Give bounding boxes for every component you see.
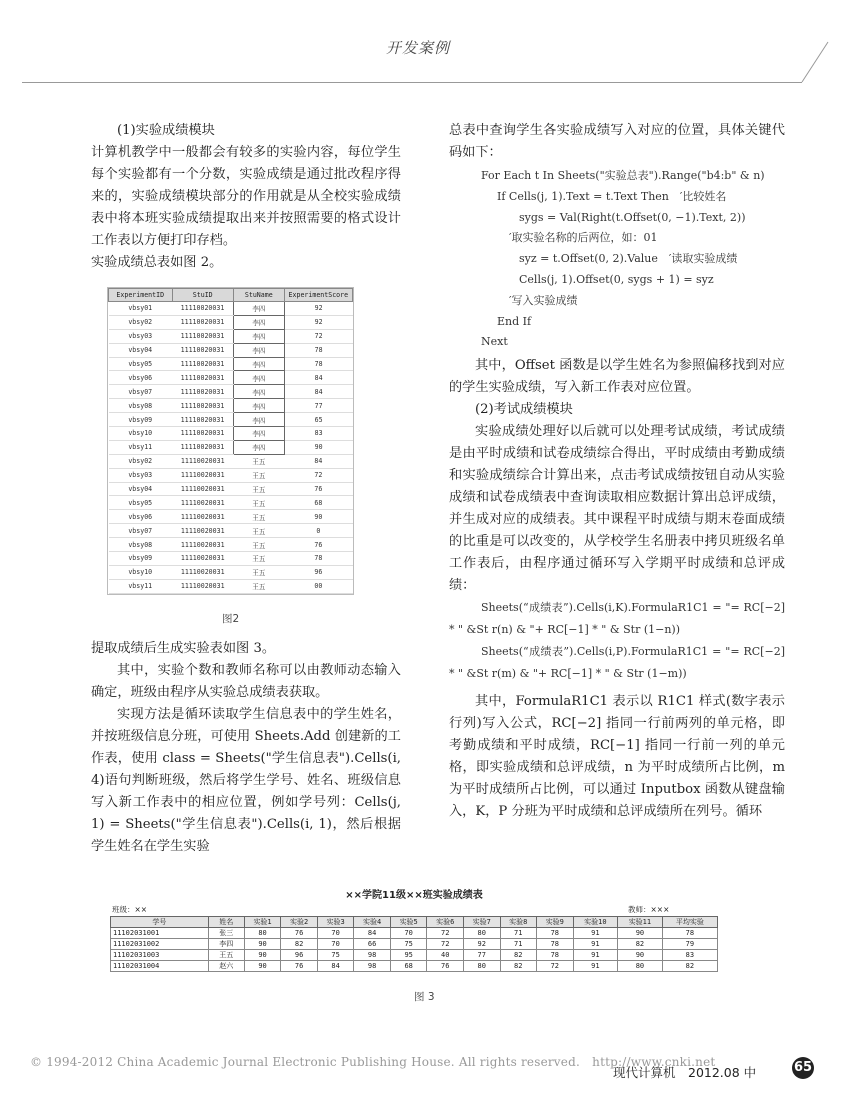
table-cell: 11110020031 — [172, 565, 233, 579]
paragraph: 计算机教学中一般都会有较多的实验内容，每位学生每个实验都有一个分数，实验成绩是通过批改程序得来的，实验成绩模块部分的作用就是从全校实验成绩表中将本班实验成绩提取出来并按照需要的格式设计工作表以方便打印存档。 — [91, 145, 401, 248]
left-column-top — [91, 120, 401, 274]
table-cell: 11110020031 — [172, 524, 233, 538]
table-row — [111, 928, 718, 939]
table-cell: 92 — [284, 302, 352, 316]
table-cell: vbsy09 — [109, 413, 173, 427]
table-cell: 77 — [284, 399, 352, 413]
table-cell: 96 — [284, 565, 352, 579]
magazine-issue: 现代计算机 2012.08 中 — [613, 1065, 757, 1080]
table-cell: 40 — [427, 950, 464, 961]
table-row — [109, 510, 353, 524]
code-line: Next — [481, 335, 508, 349]
table-cell: 83 — [662, 950, 717, 961]
paragraph: 实验成绩总表如图 2。 — [91, 255, 223, 270]
table-cell: 76 — [427, 961, 464, 972]
table-cell: 王五 — [233, 579, 284, 593]
table-row — [109, 454, 353, 468]
table-cell: 91 — [573, 939, 618, 950]
table-cell: 11110020031 — [172, 468, 233, 482]
table-cell: 72 — [537, 961, 574, 972]
paragraph: 其中，Offset 函数是以学生姓名为参照偏移找到对应的学生实验成绩，写入新工作表对应位置。 — [449, 358, 785, 396]
table-cell: 90 — [284, 440, 352, 454]
table-cell: 王五 — [233, 454, 284, 468]
table-cell: 76 — [281, 961, 318, 972]
table-cell: 78 — [284, 343, 352, 357]
column-header: 实验8 — [500, 917, 537, 928]
code-line: Cells(j, 1).Offset(0, sygs + 1) = syz — [519, 272, 714, 286]
table-row — [109, 371, 353, 385]
table-cell: 90 — [618, 928, 663, 939]
table-cell: vbsy03 — [109, 468, 173, 482]
table-cell: 李四 — [233, 315, 284, 329]
table-cell: vbsy10 — [109, 427, 173, 441]
figure-3-table — [110, 888, 718, 972]
table-cell: 11110020031 — [172, 427, 233, 441]
table-cell: 82 — [618, 939, 663, 950]
table-cell: 72 — [284, 329, 352, 343]
table-cell: 11110020031 — [172, 454, 233, 468]
column-header: 实验9 — [537, 917, 574, 928]
table-cell: 76 — [281, 928, 318, 939]
table-cell: 90 — [284, 510, 352, 524]
table-cell: 75 — [390, 939, 427, 950]
column-header: 实验6 — [427, 917, 464, 928]
table-cell: 82 — [500, 950, 537, 961]
column-header: StuName — [233, 289, 284, 302]
table-cell: 72 — [284, 468, 352, 482]
table-row — [109, 552, 353, 566]
table-row — [109, 482, 353, 496]
paragraph: 其中，实验个数和教师名称可以由教师动态输入确定，班级由程序从实验总成绩表获取。 — [91, 663, 401, 700]
table-cell: vbsy07 — [109, 524, 173, 538]
table-cell: 11110020031 — [172, 302, 233, 316]
table-cell: 76 — [284, 538, 352, 552]
table-cell: 82 — [662, 961, 717, 972]
table-cell: 80 — [463, 961, 500, 972]
table-cell: 王五 — [233, 552, 284, 566]
table-cell: 11110020031 — [172, 371, 233, 385]
code-line: End If — [497, 314, 532, 328]
table-cell: vbsy08 — [109, 399, 173, 413]
table-row — [109, 357, 353, 371]
table-cell: 75 — [317, 950, 354, 961]
table-cell: 李四 — [233, 399, 284, 413]
table-cell: 70 — [317, 928, 354, 939]
table-row — [109, 468, 353, 482]
table-cell: vbsy08 — [109, 538, 173, 552]
table-cell: 71 — [500, 928, 537, 939]
table-cell: 11110020031 — [172, 482, 233, 496]
table-row — [109, 440, 353, 454]
table-row — [109, 538, 353, 552]
table-cell: 11110020031 — [172, 496, 233, 510]
column-header: 实验1 — [244, 917, 281, 928]
column-header: ExperimentID — [109, 289, 173, 302]
table-cell: 70 — [317, 939, 354, 950]
table-cell: 84 — [284, 371, 352, 385]
column-header: StuID — [172, 289, 233, 302]
table-cell: 77 — [463, 950, 500, 961]
table-cell: vbsy01 — [109, 302, 173, 316]
table-cell: vbsy02 — [109, 454, 173, 468]
table-row — [109, 399, 353, 413]
table-cell: 98 — [354, 961, 391, 972]
table-cell: vbsy03 — [109, 329, 173, 343]
table-cell: vbsy05 — [109, 496, 173, 510]
table-cell: 91 — [573, 950, 618, 961]
table-header-row — [109, 289, 353, 302]
column-header: 实验11 — [618, 917, 663, 928]
column-header: 实验10 — [573, 917, 618, 928]
table-cell: 11110020031 — [172, 579, 233, 593]
table-cell: 68 — [284, 496, 352, 510]
table-cell: vbsy02 — [109, 315, 173, 329]
code-line: syz = t.Offset(0, 2).Value ′读取实验成绩 — [519, 252, 738, 266]
table-cell: 72 — [427, 928, 464, 939]
table-row — [109, 329, 353, 343]
column-header: 学号 — [111, 917, 209, 928]
table-cell: 11110020031 — [172, 510, 233, 524]
table-row — [109, 427, 353, 441]
table-cell: 王五 — [233, 524, 284, 538]
code-block-1 — [449, 166, 785, 353]
table-cell: 11110020031 — [172, 413, 233, 427]
table-cell: vbsy04 — [109, 482, 173, 496]
heading-experiment-module: (1)实验成绩模块 — [117, 123, 215, 138]
table-cell: vbsy05 — [109, 357, 173, 371]
table-cell: 92 — [463, 939, 500, 950]
table-cell: 00 — [284, 579, 352, 593]
table-cell: 11110020031 — [172, 399, 233, 413]
paragraph: 其中，FormulaR1C1 表示以 R1C1 样式(数字表示行列)写入公式，RC[−2] 指同一行前两列的单元格，即考勤成绩和平时成绩，RC[−1] 指同一行前一列的单元格，即实验成绩和总评成绩，n 为平时成绩所占比例，m 为平时成绩所占比例，可以通过 Inputbox 函数从键盘输入，K，P 分班为平时成绩和总评成绩所在列号。循环 — [449, 694, 785, 820]
table-cell: 65 — [284, 413, 352, 427]
copyright-notice: © 1994-2012 China Academic Journal Electronic Publishing House. All rights reserved. http://www.cnki.net — [30, 1055, 716, 1069]
code-line: For Each t In Sheets("实验总表").Range("b4:b" & n) — [481, 169, 765, 182]
table-cell: 80 — [463, 928, 500, 939]
table-cell: vbsy07 — [109, 385, 173, 399]
column-header: 实验2 — [281, 917, 318, 928]
page-header — [0, 0, 848, 90]
table-cell: 王五 — [233, 565, 284, 579]
table-row — [109, 413, 353, 427]
table-cell: 王五 — [208, 950, 244, 961]
table-cell: 李四 — [233, 440, 284, 454]
column-header: 平均实验 — [662, 917, 717, 928]
section-title: 开发案例 — [386, 39, 451, 57]
table-cell: 90 — [244, 939, 281, 950]
table-cell: 李四 — [233, 343, 284, 357]
class-label: 班级：×× — [112, 905, 148, 914]
table-cell: 80 — [618, 961, 663, 972]
table-cell: vbsy04 — [109, 343, 173, 357]
table-row — [109, 496, 353, 510]
table-cell: 11110020031 — [172, 357, 233, 371]
table-cell: 90 — [618, 950, 663, 961]
column-header: 姓名 — [208, 917, 244, 928]
table-row — [109, 579, 353, 593]
paragraph: 提取成绩后生成实验表如图 3。 — [91, 641, 276, 656]
paragraph: 总表中查询学生各实验成绩写入对应的位置，具体关键代码如下： — [449, 123, 785, 160]
table-cell: 王五 — [233, 496, 284, 510]
table-cell: 78 — [662, 928, 717, 939]
table-cell: 84 — [284, 454, 352, 468]
header-rule — [22, 82, 802, 83]
table-cell: 李四 — [233, 427, 284, 441]
table-cell: 11102031004 — [111, 961, 209, 972]
table-cell: 66 — [354, 939, 391, 950]
paragraph: 实现方法是循环读取学生信息表中的学生姓名，并按班级信息分班，可使用 Sheets.Add 创建新的工作表，使用 class = Sheets("学生信息表").Cells(i, 4)语句判断班级，然后将学生学号、姓名、班级信息写入新工作表中的相应位置，例如学号列：Cells(j, 1) = Sheets("学生信息表").Cells(i, 1)，然后根据学生姓名在学生实验 — [91, 707, 401, 854]
table-cell: 78 — [284, 552, 352, 566]
column-header: 实验4 — [354, 917, 391, 928]
table-cell: 11110020031 — [172, 440, 233, 454]
table-cell: 84 — [284, 385, 352, 399]
table-row — [109, 343, 353, 357]
table-cell: 11110020031 — [172, 552, 233, 566]
table-cell: 李四 — [233, 357, 284, 371]
column-header: ExperimentScore — [284, 289, 352, 302]
table-cell: 79 — [662, 939, 717, 950]
column-header: 实验5 — [390, 917, 427, 928]
table-cell: 李四 — [233, 413, 284, 427]
paragraph: 实验成绩处理好以后就可以处理考试成绩，考试成绩是由平时成绩和试卷成绩综合得出，平时成绩由考勤成绩和实验成绩综合计算出来，点击考试成绩按钮自动从实验成绩和试卷成绩表中查询读取相应数据计算出总评成绩，并生成对应的成绩表。其中课程平时成绩与期末卷面成绩的比重是可以改变的，从学校学生名册表中拷贝班级名单工作表后，由程序通过循环写入学期平时成绩和总评成绩： — [449, 424, 785, 594]
heading-exam-module: (2)考试成绩模块 — [475, 402, 573, 418]
table-cell: 90 — [244, 961, 281, 972]
table-cell: 78 — [537, 939, 574, 950]
figure-3-caption: 图 3 — [414, 991, 435, 1003]
table-cell: 76 — [284, 482, 352, 496]
figure-2-table — [107, 287, 354, 595]
page-number-badge: 65 — [792, 1057, 814, 1079]
table-row — [111, 939, 718, 950]
table-cell: 赵六 — [208, 961, 244, 972]
teacher-label: 教师：××× — [628, 905, 670, 914]
table-cell: 王五 — [233, 538, 284, 552]
table-cell: 96 — [281, 950, 318, 961]
table-cell: vbsy11 — [109, 579, 173, 593]
table-cell: 王五 — [233, 510, 284, 524]
column-header: 实验3 — [317, 917, 354, 928]
figure-3-title: ××学院11级××班实验成绩表 — [345, 890, 483, 901]
table-cell: 84 — [354, 928, 391, 939]
table-cell: 78 — [537, 928, 574, 939]
table-cell: 11102031002 — [111, 939, 209, 950]
table-row — [109, 302, 353, 316]
table-cell: 李四 — [208, 939, 244, 950]
code-line: ′取实验名称的后两位，如：01 — [509, 231, 658, 245]
table-cell: vbsy09 — [109, 552, 173, 566]
table-cell: 98 — [354, 950, 391, 961]
table-cell: 82 — [500, 961, 537, 972]
table-cell: vbsy06 — [109, 510, 173, 524]
table-header-row — [111, 917, 718, 928]
table-cell: 11110020031 — [172, 385, 233, 399]
table-row — [109, 524, 353, 538]
figure-3-meta — [110, 904, 718, 916]
code-block-2 — [449, 597, 785, 685]
table-cell: 84 — [317, 961, 354, 972]
table-cell: 王五 — [233, 468, 284, 482]
code-line: Sheets(“成绩表”).Cells(i,K).FormulaR1C1 = "= RC[−2] * " &St r(n) & "+ RC[−1] * " & Str (1−n)) — [449, 601, 785, 637]
table-cell: 82 — [281, 939, 318, 950]
table-cell: 11102031001 — [111, 928, 209, 939]
table-cell: 11110020031 — [172, 343, 233, 357]
table-cell: 李四 — [233, 329, 284, 343]
table-cell: 王五 — [233, 482, 284, 496]
table-cell: 91 — [573, 928, 618, 939]
table-row — [109, 315, 353, 329]
table-cell: 0 — [284, 524, 352, 538]
table-cell: vbsy11 — [109, 440, 173, 454]
table-cell: 11110020031 — [172, 329, 233, 343]
table-cell: 95 — [390, 950, 427, 961]
table-cell: 71 — [500, 939, 537, 950]
left-column-bottom — [91, 638, 401, 858]
table-cell: vbsy10 — [109, 565, 173, 579]
table-row — [111, 961, 718, 972]
table-cell: 72 — [427, 939, 464, 950]
table-cell: 11110020031 — [172, 315, 233, 329]
table-cell: 91 — [573, 961, 618, 972]
table-cell: 70 — [390, 928, 427, 939]
code-line: Sheets(“成绩表”).Cells(i,P).FormulaR1C1 = "= RC[−2] * " &St r(m) & "+ RC[−1] * " & Str (1−m)) — [449, 645, 785, 681]
table-row — [111, 950, 718, 961]
table-cell: 李四 — [233, 302, 284, 316]
table-cell: 李四 — [233, 371, 284, 385]
table-cell: 11110020031 — [172, 538, 233, 552]
right-column — [449, 120, 785, 823]
table-cell: 92 — [284, 315, 352, 329]
code-line: sygs = Val(Right(t.Offset(0, −1).Text, 2)) — [519, 210, 746, 224]
table-cell: 11102031003 — [111, 950, 209, 961]
table-cell: 张三 — [208, 928, 244, 939]
code-line: ′写入实验成绩 — [509, 293, 578, 307]
figure-2-caption: 图2 — [222, 613, 240, 625]
table-row — [109, 565, 353, 579]
table-cell: 李四 — [233, 385, 284, 399]
table-cell: 90 — [244, 950, 281, 961]
table-cell: 83 — [284, 427, 352, 441]
table-cell: 78 — [284, 357, 352, 371]
table-cell: 68 — [390, 961, 427, 972]
code-line: If Cells(j, 1).Text = t.Text Then ′比较姓名 — [497, 189, 727, 203]
table-cell: 80 — [244, 928, 281, 939]
column-header: 实验7 — [463, 917, 500, 928]
table-cell: vbsy06 — [109, 371, 173, 385]
table-cell: 78 — [537, 950, 574, 961]
table-row — [109, 385, 353, 399]
header-corner-decoration — [790, 40, 848, 84]
